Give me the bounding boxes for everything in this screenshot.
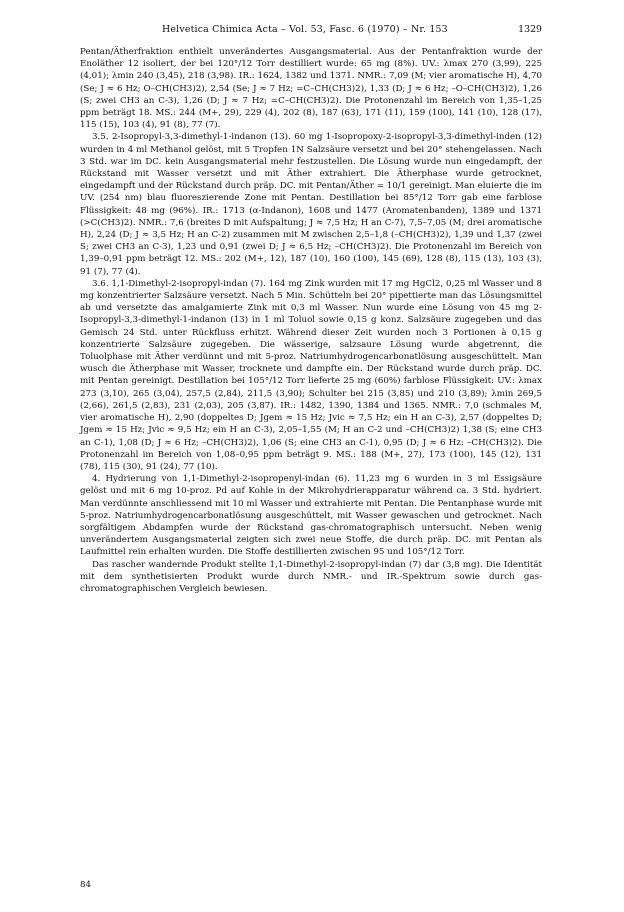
paragraph-product: Das rascher wandernde Produkt stellte 1,1-Dimethyl-2-isopropyl-indan (7) dar (3,8 mg). Die Identität mit dem synthetisierten Produkt wurde durch NMR.- und IR.-Spektrum sowie durch gas-chromatographischen Vergleich bewiesen. xyxy=(80,559,542,594)
paragraph-4-hydrierung: 4. Hydrierung von 1,1-Dimethyl-2-isopropenyl-indan (6). 11,23 mg 6 wurden in 3 ml Essigsäure gelöst und mit 6 mg 10-proz. Pd auf Kohle in der Mikrohydrierapparatur während ca. 3 Std. hydriert. Man verdünnte anschliessend mit 10 ml Wasser und extrahierte mit Pentan. Die Pentanphase wurde mit 5-proz. Natriumhydrogencarbonatlösung ausgeschüttelt, mit Wasser gewaschen und getrocknet. Nach sorgfältigem Abdampfen wurde der Rückstand gas-chromatographisch untersucht. Neben wenig unverändertem Ausgangsmaterial zeigten sich zwei neue Stoffe, die durch präp. DC. mit Pentan als Laufmittel rein erhalten wurden. Die Stoffe destillierten zwischen 95 und 105°/12 Torr. xyxy=(80,474,542,558)
page-number: 1329 xyxy=(518,24,542,35)
footer-number: 84 xyxy=(80,880,91,890)
paragraph-enolether: Pentan/Ätherfraktion enthielt unverändertes Ausgangsmaterial. Aus der Pentanfraktion wurde der Enoläther 12 isoliert, der bei 120°/12 Torr destilliert wurde: 65 mg (8%). UV.: λmax 270 (3,99), 225 (4,01); λmin 240 (3,45), 218 (3,98). IR.: 1624, 1382 und 1371. NMR.: 7,09 (M; vier aromatische H), 4,70 (Se; J ≈ 6 Hz; O–CH(CH3)2), 2,54 (Se; J ≈ 7 Hz; =C–CH(CH3)2), 1,33 (D; J ≈ 6 Hz; –O–CH(CH3)2), 1,26 (S; zwei CH3 an C-3), 1,26 (D; J ≈ 7 Hz; =C–CH(CH3)2). Die Protonenzahl im Bereich von 1,35–1,25 ppm beträgt 18. MS.: 244 (M+, 29), 229 (4), 202 (8), 187 (63), 171 (11), 159 (100), 141 (10), 128 (17), 115 (15), 103 (4), 91 (8), 77 (7). xyxy=(80,47,542,131)
running-header xyxy=(80,24,542,40)
paragraph-3-5: 3.5. 2-Isopropyl-3,3-dimethyl-1-indanon (13). 60 mg 1-Isopropoxy-2-isopropyl-3,3-dimethyl-inden (12) wurden in 4 ml Methanol gelöst, mit 5 Tropfen 1N Salzsäure versetzt und bei 20° stehengelassen. Nach 3 Std. war im DC. kein Ausgangsmaterial mehr festzustellen. Die Lösung wurde nun eingedampft, der Rückstand mit Wasser versetzt und mit Äther extrahiert. Die Ätherphase wurde getrocknet, eingedampft und der Rückstand durch präp. DC. mit Pentan/Äther = 10/1 gereinigt. Man eluierte die im UV. (254 nm) blau fluoreszierende Zone mit Pentan. Destillation bei 85°/12 Torr gab eine farblose Flüssigkeit: 48 mg (96%). IR.: 1713 (α-Indanon), 1608 und 1477 (Aromatenbanden), 1389 und 1371 (>C(CH3)2). NMR.: 7,6 (breites D mit Aufspaltung; J ≈ 7,5 Hz; H an C-7), 7,5–7,05 (M; drei aromatische H), 2,24 (D; J ≈ 3,5 Hz; H an C-2) zusammen mit M zwischen 2,5–1,8 (–CH(CH3)2), 1,39 und 1,37 (zwei S; zwei CH3 an C-3), 1,23 und 0,91 (zwei D; J ≈ 6,5 Hz; –CH(CH3)2). Die Protonenzahl im Bereich von 1,39–0,91 ppm beträgt 12. MS.: 202 (M+, 12), 187 (10), 160 (100), 145 (69), 128 (8), 115 (13), 103 (3), 91 (7), 77 (4). xyxy=(80,132,542,277)
paper-page xyxy=(80,24,542,595)
journal-title: Helvetica Chimica Acta – Vol. 53, Fasc. 6 (1970) – Nr. 153 xyxy=(162,24,448,35)
article-body xyxy=(80,46,542,595)
paragraph-3-6: 3.6. 1,1-Dimethyl-2-isopropyl-indan (7). 164 mg Zink wurden mit 17 mg HgCl2, 0,25 ml Wasser und 8 mg konzentrierter Salzsäure versetzt. Nach 5 Min. Schütteln bei 20° pipettierte man das Lösungsmittel ab und versetzte das amalgamierte Zink mit 0,3 ml Wasser. Nun wurde eine Lösung von 45 mg 2-Isopropyl-3,3-dimethyl-1-indanon (13) in 1 ml Toluol sowie 0,15 g konz. Salzsäure zugegeben und das Gemisch 24 Std. unter Rückfluss erhitzt. Während dieser Zeit wurden noch 3 Portionen à 0,15 g konzentrierte Salzsäure zugegeben. Die wässerige, salzsaure Lösung wurde abgetrennt, die Toluolphase mit Äther verdünnt und mit 5-proz. Natriumhydrogencarbonatlösung ausgeschüttelt. Man wusch die Ätherphase mit Wasser, trocknete und dampfte ein. Der Rückstand wurde durch präp. DC. mit Pentan gereinigt. Destillation bei 105°/12 Torr lieferte 25 mg (60%) farblose Flüssigkeit: UV.: λmax 273 (3,10), 265 (3,04), 257,5 (2,84), 211,5 (3,90); Schulter bei 215 (3,85) und 210 (3,89); λmin 269,5 (2,66), 261,5 (2,83), 231 (2,03), 205 (3,87). IR.: 1482, 1390, 1384 und 1365. NMR.: 7,0 (schmales M, vier aromatische H), 2,90 (doppeltes D; Jgem ≈ 15 Hz; Jvic ≈ 7,5 Hz; ein H an C-3), 2,57 (doppeltes D; Jgem ≈ 15 Hz; Jvic ≈ 9,5 Hz; ein H an C-3), 2,05–1,55 (M; H an C-2 und –CH(CH3)2) 1,38 (S; eine CH3 an C-1), 1,08 (D; J ≈ 6 Hz; –CH(CH3)2), 1,06 (S; eine CH3 an C-1), 0,95 (D; J ≈ 6 Hz: –CH(CH3)2). Die Protonenzahl im Bereich von 1,08–0,95 ppm beträgt 9. MS.: 188 (M+, 27), 173 (100), 145 (12), 131 (78), 115 (30), 91 (24), 77 (10). xyxy=(80,278,542,472)
